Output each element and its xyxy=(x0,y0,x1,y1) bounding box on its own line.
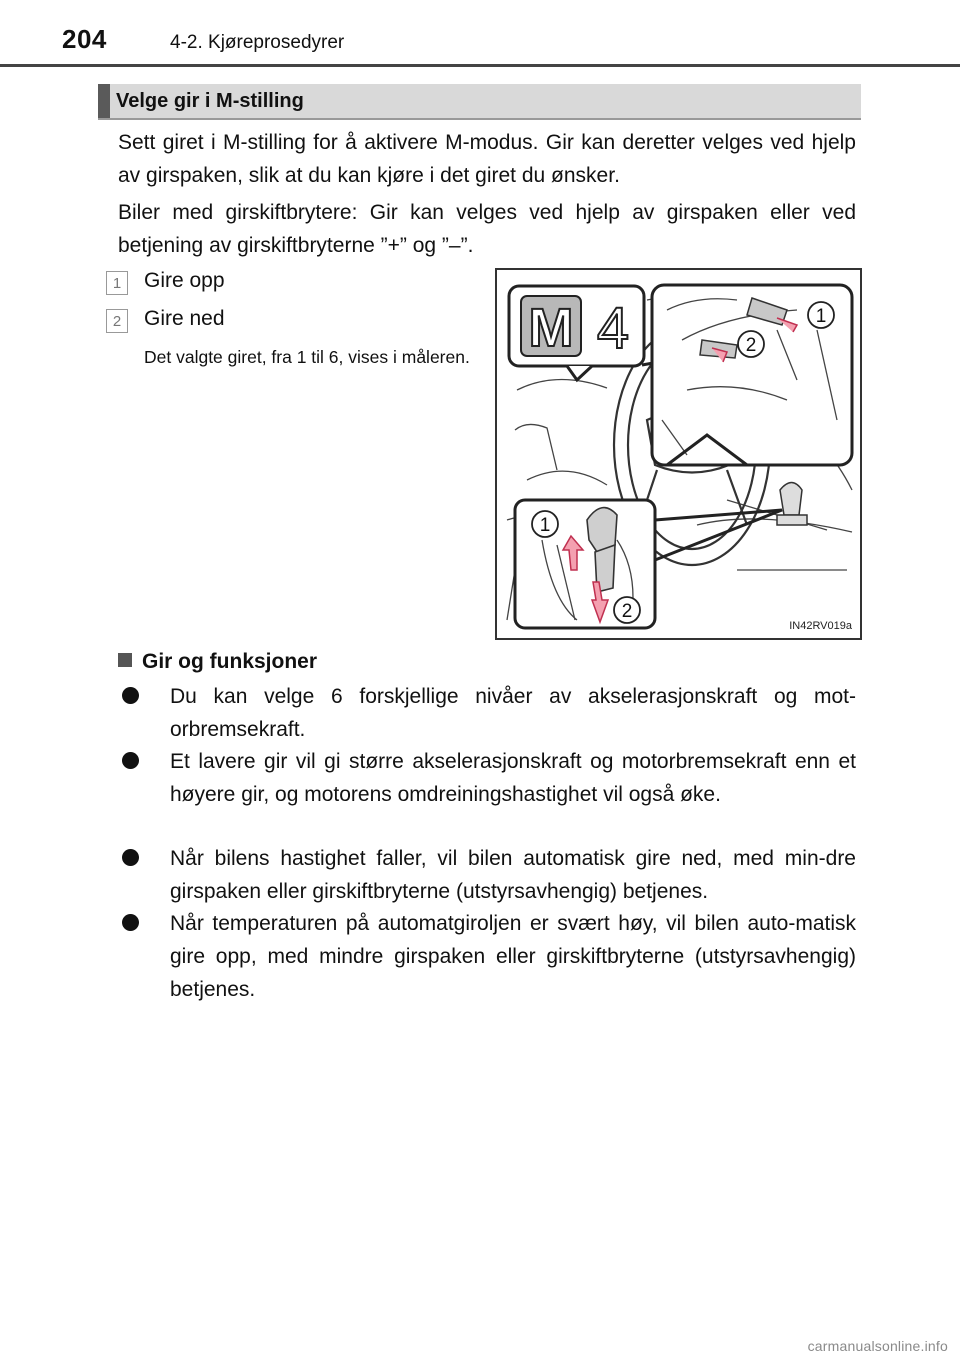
page-header xyxy=(0,0,960,66)
section-heading xyxy=(98,84,861,118)
step-number-1: 1 xyxy=(106,271,128,295)
bullet-item xyxy=(122,745,856,811)
paragraph-intro: Sett giret i M-stilling for å aktivere M-modus. Gir kan deretter velges ved hjelp av girspaken, slik at du kan kjøre i det giret du ønsker. xyxy=(118,131,856,187)
shift-figure xyxy=(495,268,862,640)
step-label-downshift: Gire ned xyxy=(144,307,225,330)
chapter-title: 4-2. Kjøreprosedyrer xyxy=(170,32,345,53)
section-title: Velge gir i M-stilling xyxy=(116,90,304,112)
bullet-dot-icon xyxy=(122,849,139,866)
section-divider xyxy=(98,118,861,120)
step-label-upshift: Gire opp xyxy=(144,269,225,292)
subsection-title: Gir og funksjoner xyxy=(142,650,318,673)
bullet-item xyxy=(122,907,856,1006)
subsection-heading xyxy=(118,650,317,674)
watermark: carmanualsonline.info xyxy=(807,1338,948,1354)
bullet-dot-icon xyxy=(122,914,139,931)
header-divider xyxy=(0,64,960,67)
paragraph-shift-switches: Biler med girskiftbrytere: Gir kan velges ved hjelp av girspaken eller ved betjening av girskiftbryterne ”+” og ”–”. xyxy=(118,201,856,257)
bullet-text: Et lavere gir vil gi større akselerasjonskraft og motorbremsekraft enn et høyere gir, og motorens omdreiningshastighet vil også øke. xyxy=(170,750,856,806)
callout-lever-down: 2 xyxy=(621,601,633,622)
shift-illustration xyxy=(497,270,860,638)
gear-number-display: 4 xyxy=(596,296,630,361)
step-number-2: 2 xyxy=(106,309,128,333)
square-bullet-icon xyxy=(118,653,132,667)
callout-paddle-up: 1 xyxy=(815,306,827,327)
bullet-dot-icon xyxy=(122,687,139,704)
bullet-text: Når temperaturen på automatgiroljen er svært høy, vil bilen auto-matisk gire opp, med mindre girspaken eller girskiftbryterne (utstyrsavhengig) betjenes. xyxy=(170,912,856,1001)
bullet-item xyxy=(122,680,856,746)
section-heading-bar xyxy=(98,84,110,118)
callout-lever-up: 1 xyxy=(539,515,551,536)
gear-display-note: Det valgte giret, fra 1 til 6, vises i måleren. xyxy=(144,347,470,367)
bullet-text: Du kan velge 6 forskjellige nivåer av akselerasjonskraft og mot-orbremsekraft. xyxy=(170,685,856,741)
mode-indicator-letter: M xyxy=(528,298,574,358)
bullet-text: Når bilens hastighet faller, vil bilen automatisk gire ned, med min-dre girspaken eller girskiftbryterne (utstyrsavhengig) betjenes. xyxy=(170,847,856,903)
callout-paddle-down: 2 xyxy=(745,335,757,356)
bullet-dot-icon xyxy=(122,752,139,769)
figure-code: IN42RV019a xyxy=(789,620,852,632)
bullet-item xyxy=(122,842,856,908)
page-number: 204 xyxy=(62,24,107,54)
